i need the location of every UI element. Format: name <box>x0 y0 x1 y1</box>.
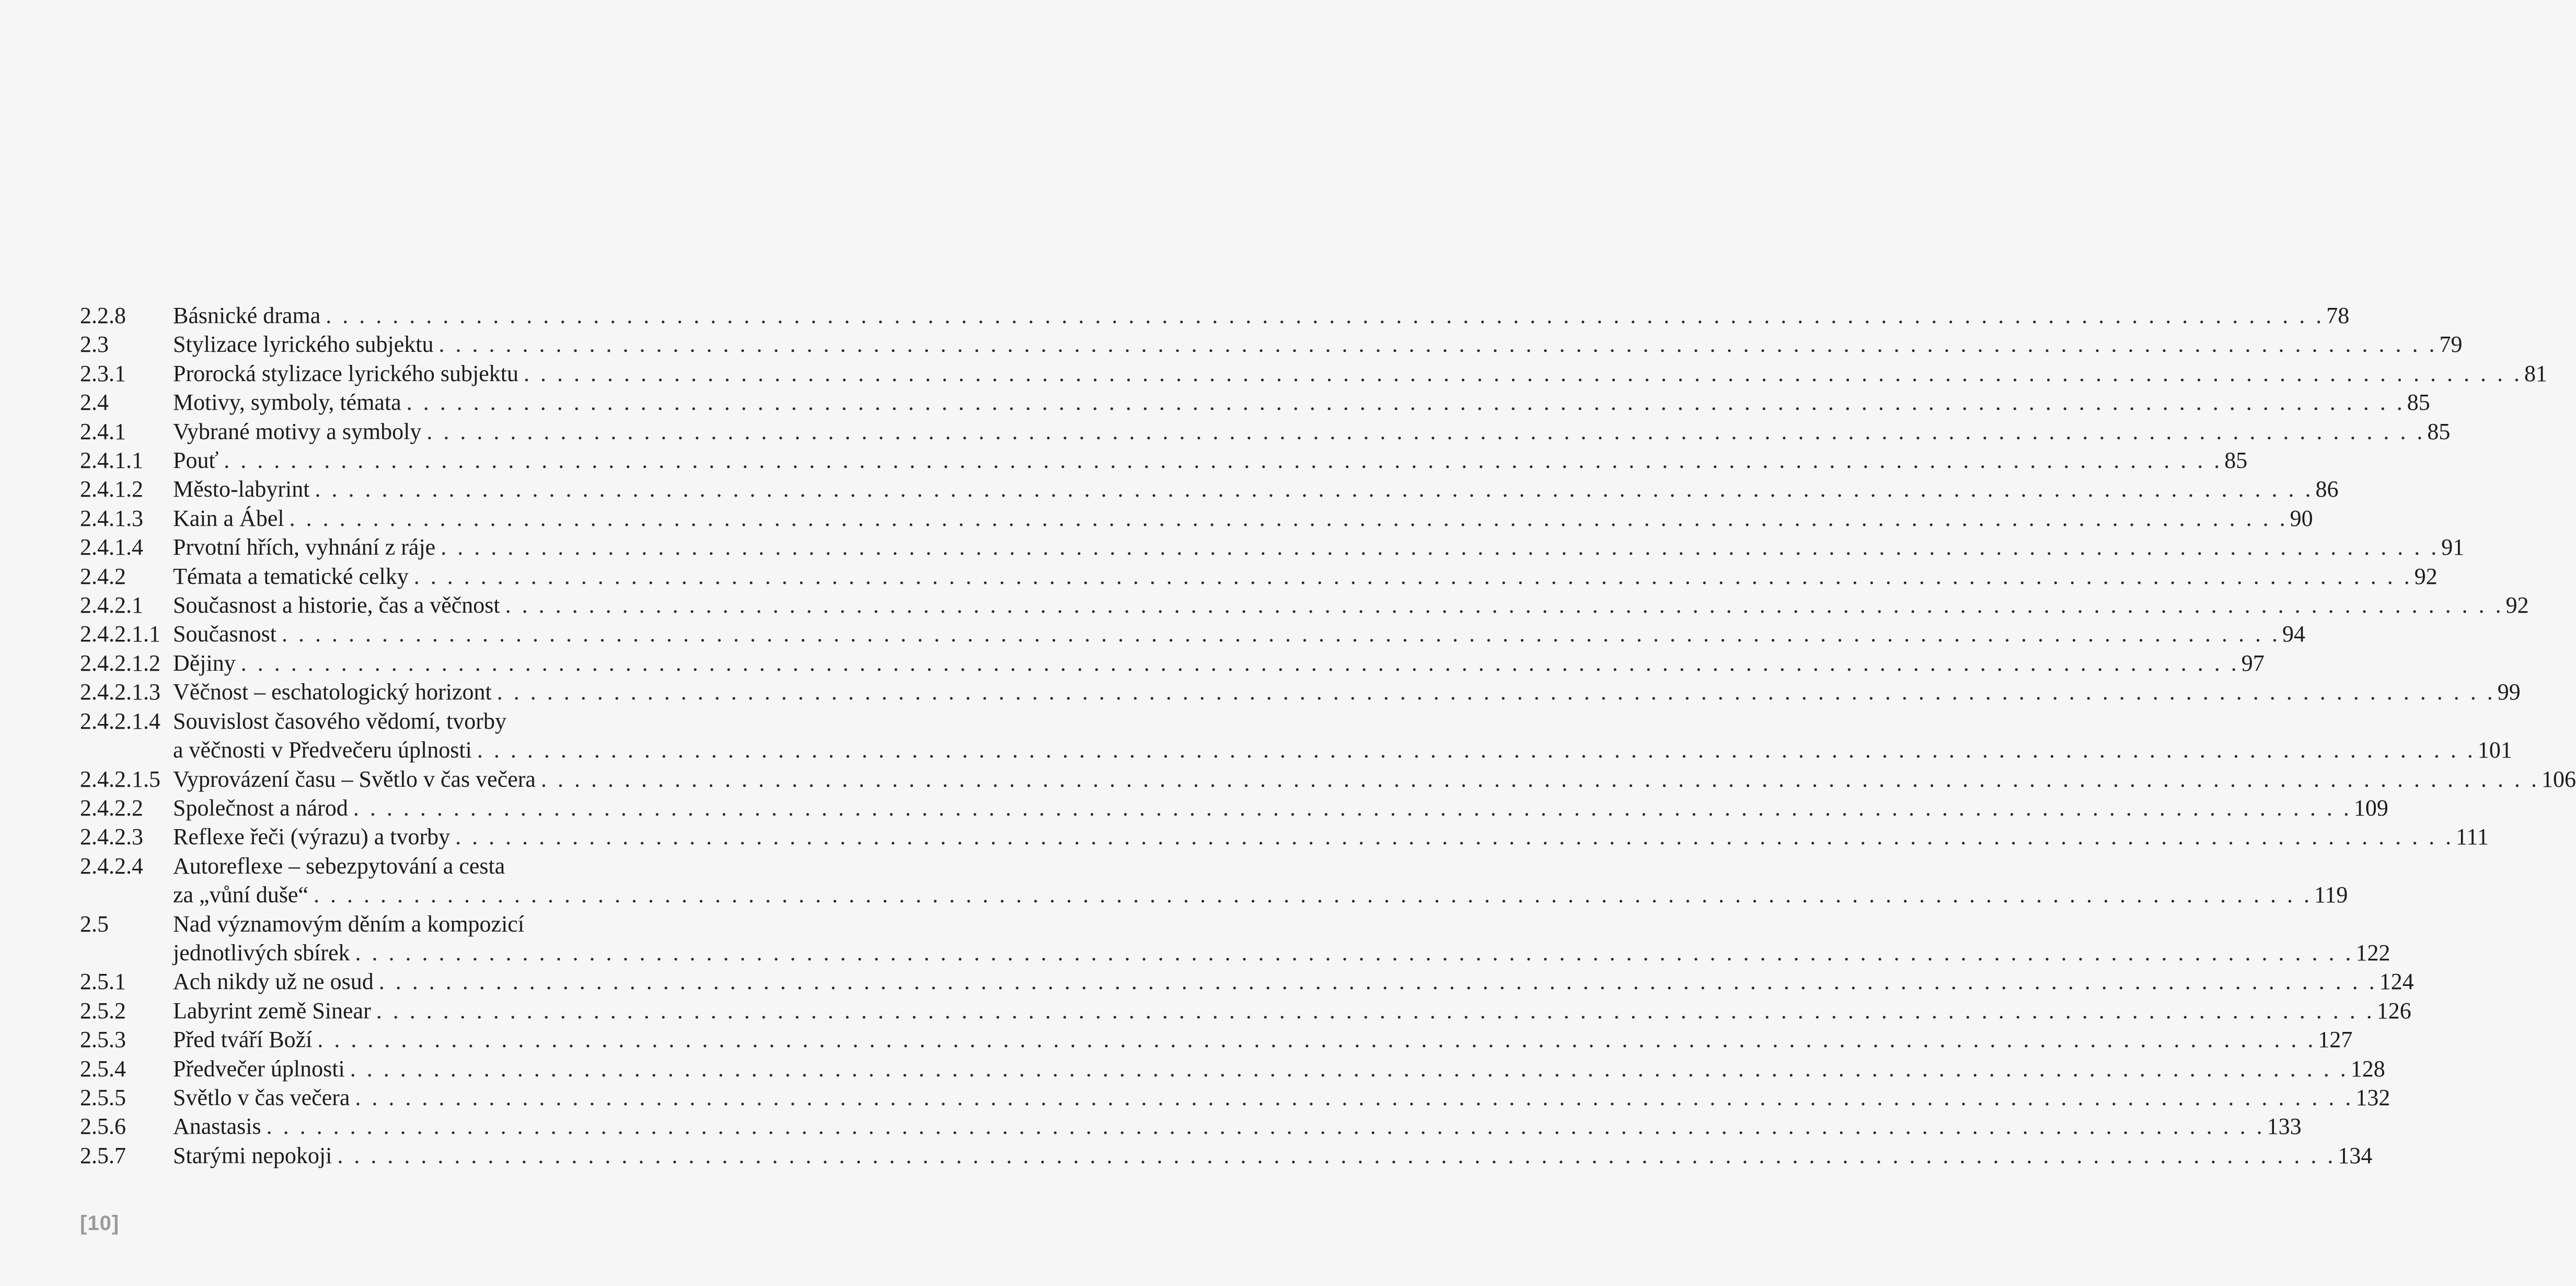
toc-entry-title: Kain a Ábel <box>173 505 284 531</box>
toc-entry-body <box>173 619 2305 648</box>
dot-leader: . . . . . . . . . . . . . . . . . . . . . . . . . . . . . . . . . . . . . . . . . . . . . . . . . . . . . . . . . . . . . . . . . . . . . . . . . . . . . . . . . . . . . . . . . . . . . . . . . . . . . . . . . . . . . . . . . . . . . . . . <box>266 1113 2265 1140</box>
toc-entry-title: Město-labyrint <box>173 476 310 502</box>
dot-leader: . . . . . . . . . . . . . . . . . . . . . . . . . . . . . . . . . . . . . . . . . . . . . . . . . . . . . . . . . . . . . . . . . . . . . . . . . . . . . . . . . . . . . . . . . . . . . . . . . . . . . . . . . . . . . . . . . . . . . . . . <box>314 882 2312 908</box>
toc-entry-number: 2.5.4 <box>80 1055 126 1082</box>
toc-entry-body <box>173 359 2547 388</box>
toc-entry-body <box>173 967 2414 996</box>
toc-entry-number: 2.4.2 <box>80 563 126 589</box>
toc-entry-line <box>173 1054 2385 1083</box>
toc-entry-title: Před tváří Boží <box>173 1027 313 1053</box>
toc-entry-body <box>173 417 2450 446</box>
toc-entry-body <box>173 301 2349 330</box>
dot-leader: . . . . . . . . . . . . . . . . . . . . . . . . . . . . . . . . . . . . . . . . . . . . . . . . . . . . . . . . . . . . . . . . . . . . . . . . . . . . . . . . . . . . . . . . . . . . . . . . . . . . . . . . . . . . . . . . . . . . . . . . <box>337 1142 2336 1168</box>
toc-entry[interactable] <box>80 301 2350 330</box>
toc-entry-line <box>173 880 2348 909</box>
toc-entry-page: 127 <box>2318 1027 2353 1053</box>
toc-entry-title: Světlo v čas večera <box>173 1084 350 1110</box>
dot-leader: . . . . . . . . . . . . . . . . . . . . . . . . . . . . . . . . . . . . . . . . . . . . . . . . . . . . . . . . . . . . . . . . . . . . . . . . . . . . . . . . . . . . . . . . . . . . . . . . . . . . . . . . . . . . . . . . . . . . . . . . <box>355 939 2354 966</box>
toc-entry-title: Reflexe řeči (výrazu) a tvorby <box>173 824 450 850</box>
toc-entry-page: 81 <box>2524 360 2548 386</box>
toc-entry-number: 2.4.2.3 <box>80 824 143 850</box>
toc-entry-line <box>173 794 2388 822</box>
toc-entry-page: 85 <box>2427 418 2451 444</box>
dot-leader: . . . . . . . . . . . . . . . . . . . . . . . . . . . . . . . . . . . . . . . . . . . . . . . . . . . . . . . . . . . . . . . . . . . . . . . . . . . . . . . . . . . . . . . . . . . . . . . . . . . . . . . . . . . . . . . . . . . . . . . . <box>378 969 2377 995</box>
toc-entry[interactable] <box>80 330 2463 359</box>
toc-entry[interactable] <box>80 967 2414 996</box>
dot-leader: . . . . . . . . . . . . . . . . . . . . . . . . . . . . . . . . . . . . . . . . . . . . . . . . . . . . . . . . . . . . . . . . . . . . . . . . . . . . . . . . . . . . . . . . . . . . . . . . . . . . . . . . . . . . . . . . . . . . . . . . <box>376 997 2375 1024</box>
page-number: [10] <box>80 1212 120 1235</box>
toc-entry-title: Nad významovým děním a kompozicí <box>173 911 525 937</box>
toc-entry-line <box>173 736 2512 764</box>
toc-entry[interactable] <box>80 707 2512 765</box>
toc-entry-line <box>173 1141 2372 1170</box>
dot-leader: . . . . . . . . . . . . . . . . . . . . . . . . . . . . . . . . . . . . . . . . . . . . . . . . . . . . . . . . . . . . . . . . . . . . . . . . . . . . . . . . . . . . . . . . . . . . . . . . . . . . . . . . . . . . . . . . . . . . . . . . <box>438 331 2438 358</box>
toc-entry-body <box>173 707 2512 765</box>
toc-entry-page: 99 <box>2497 679 2521 705</box>
dot-leader: . . . . . . . . . . . . . . . . . . . . . . . . . . . . . . . . . . . . . . . . . . . . . . . . . . . . . . . . . . . . . . . . . . . . . . . . . . . . . . . . . . . . . . . . . . . . . . . . . . . . . . . . . . . . . . . . . . . . . . . . <box>413 563 2412 589</box>
toc-entry-title: jednotlivých sbírek <box>173 939 350 966</box>
toc-entry[interactable] <box>80 822 2489 851</box>
toc-entry-line <box>173 417 2450 446</box>
toc-entry-line <box>173 330 2463 359</box>
toc-entry-body <box>173 1112 2302 1141</box>
dot-leader: . . . . . . . . . . . . . . . . . . . . . . . . . . . . . . . . . . . . . . . . . . . . . . . . . . . . . . . . . . . . . . . . . . . . . . . . . . . . . . . . . . . . . . . . . . . . . . . . . . . . . . . . . . . . . . . . . . . . . . . . <box>350 1055 2349 1082</box>
toc-entry-page: 86 <box>2315 476 2339 502</box>
toc-entry-page: 78 <box>2326 303 2350 328</box>
toc-entry-body <box>173 1141 2372 1170</box>
toc-entry-title: Stylizace lyrického subjektu <box>173 331 434 358</box>
toc-entry-page: 126 <box>2376 997 2411 1024</box>
toc-entry-line <box>173 1083 2390 1112</box>
toc-entry-title: Společnost a národ <box>173 795 348 821</box>
toc-entry-body <box>173 475 2339 503</box>
dot-leader: . . . . . . . . . . . . . . . . . . . . . . . . . . . . . . . . . . . . . . . . . . . . . . . . . . . . . . . . . . . . . . . . . . . . . . . . . . . . . . . . . . . . . . . . . . . . . . . . . . . . . . . . . . . . . . . . . . . . . . . . <box>441 534 2440 560</box>
dot-leader: . . . . . . . . . . . . . . . . . . . . . . . . . . . . . . . . . . . . . . . . . . . . . . . . . . . . . . . . . . . . . . . . . . . . . . . . . . . . . . . . . . . . . . . . . . . . . . . . . . . . . . . . . . . . . . . . . . . . . . . . <box>524 360 2523 386</box>
toc-entry-line <box>173 852 2348 880</box>
toc-entry[interactable] <box>80 1141 2373 1170</box>
dot-leader: . . . . . . . . . . . . . . . . . . . . . . . . . . . . . . . . . . . . . . . . . . . . . . . . . . . . . . . . . . . . . . . . . . . . . . . . . . . . . . . . . . . . . . . . . . . . . . . . . . . . . . . . . . . . . . . . . . . . . . . . <box>496 679 2496 705</box>
toc-entry-page: 85 <box>2407 389 2430 416</box>
toc-entry-body <box>173 504 2313 533</box>
toc-entry-title: Starými nepokoji <box>173 1142 332 1168</box>
toc-entry-body <box>173 1054 2385 1083</box>
toc-entry-line <box>173 1112 2302 1141</box>
toc-entry[interactable] <box>80 852 2348 910</box>
toc-entry[interactable] <box>80 649 2265 678</box>
toc-entry-title: Předvečer úplnosti <box>173 1055 345 1082</box>
toc-entry-page: 111 <box>2456 824 2489 850</box>
dot-leader: . . . . . . . . . . . . . . . . . . . . . . . . . . . . . . . . . . . . . . . . . . . . . . . . . . . . . . . . . . . . . . . . . . . . . . . . . . . . . . . . . . . . . . . . . . . . . . . . . . . . . . . . . . . . . . . . . . . . . . . . <box>426 418 2425 444</box>
toc-entry-line <box>173 359 2547 388</box>
dot-leader: . . . . . . . . . . . . . . . . . . . . . . . . . . . . . . . . . . . . . . . . . . . . . . . . . . . . . . . . . . . . . . . . . . . . . . . . . . . . . . . . . . . . . . . . . . . . . . . . . . . . . . . . . . . . . . . . . . . . . . . . <box>540 766 2539 792</box>
toc-entry-number: 2.3 <box>80 331 109 358</box>
dot-leader: . . . . . . . . . . . . . . . . . . . . . . . . . . . . . . . . . . . . . . . . . . . . . . . . . . . . . . . . . . . . . . . . . . . . . . . . . . . . . . . . . . . . . . . . . . . . . . . . . . . . . . . . . . . . . . . . . . . . . . . . <box>406 389 2405 416</box>
toc-entry-line <box>173 707 2512 736</box>
toc-entry-number: 2.4 <box>80 389 109 416</box>
toc-entry-line <box>173 938 2390 967</box>
toc-entry-page: 134 <box>2338 1142 2373 1168</box>
toc-entry-title: Motivy, symboly, témata <box>173 389 401 416</box>
toc-entry[interactable] <box>80 678 2521 706</box>
toc-entry-title: Anastasis <box>173 1113 261 1140</box>
toc-entry-number: 2.4.2.1.2 <box>80 650 160 676</box>
toc-entry-number: 2.2.8 <box>80 303 126 328</box>
toc-entry-number: 2.4.2.1.5 <box>80 766 160 792</box>
toc-entry-title: Autoreflexe – sebezpytování a cesta <box>173 853 505 879</box>
toc-entry-title: Současnost a historie, čas a věčnost <box>173 592 500 618</box>
toc-entry-title: Témata a tematické celky <box>173 563 409 589</box>
toc-entry-body <box>173 533 2464 561</box>
toc-entry-title: Pouť <box>173 447 219 474</box>
toc-entry-line <box>173 678 2521 706</box>
toc-entry[interactable] <box>80 475 2339 503</box>
toc-entry-number: 2.5.2 <box>80 997 126 1024</box>
toc-entry-body <box>173 996 2411 1025</box>
toc-entry-page: 90 <box>2290 505 2313 531</box>
dot-leader: . . . . . . . . . . . . . . . . . . . . . . . . . . . . . . . . . . . . . . . . . . . . . . . . . . . . . . . . . . . . . . . . . . . . . . . . . . . . . . . . . . . . . . . . . . . . . . . . . . . . . . . . . . . . . . . . . . . . . . . . <box>477 737 2476 763</box>
toc-entry-title: Dějiny <box>173 650 236 676</box>
toc-entry[interactable] <box>80 533 2465 561</box>
toc-entry[interactable] <box>80 996 2411 1025</box>
dot-leader: . . . . . . . . . . . . . . . . . . . . . . . . . . . . . . . . . . . . . . . . . . . . . . . . . . . . . . . . . . . . . . . . . . . . . . . . . . . . . . . . . . . . . . . . . . . . . . . . . . . . . . . . . . . . . . . . . . . . . . . . <box>289 505 2288 531</box>
toc-entry-title: Prorocká stylizace lyrického subjektu <box>173 360 519 386</box>
toc-entry[interactable] <box>80 591 2529 619</box>
toc-entry-line <box>173 619 2305 648</box>
toc-entry-number: 2.4.2.1.3 <box>80 679 160 705</box>
toc-entry[interactable] <box>80 1054 2385 1083</box>
toc-entry[interactable] <box>80 1025 2353 1054</box>
toc-entry-title: Básnické drama <box>173 303 321 328</box>
toc-entry-body <box>173 910 2390 968</box>
toc-entry-page: 132 <box>2355 1084 2390 1110</box>
toc-entry-title: Labyrint země Sinear <box>173 997 371 1024</box>
toc-entry-number: 2.5.3 <box>80 1027 126 1053</box>
toc-entry[interactable] <box>80 910 2390 968</box>
toc-entry-body <box>173 591 2529 619</box>
toc-entry-page: 85 <box>2224 447 2248 474</box>
toc-entry-line <box>173 649 2265 678</box>
toc-entry-number: 2.5.5 <box>80 1084 126 1110</box>
toc-entry-body <box>173 1083 2390 1112</box>
dot-leader: . . . . . . . . . . . . . . . . . . . . . . . . . . . . . . . . . . . . . . . . . . . . . . . . . . . . . . . . . . . . . . . . . . . . . . . . . . . . . . . . . . . . . . . . . . . . . . . . . . . . . . . . . . . . . . . . . . . . . . . . <box>282 621 2280 647</box>
dot-leader: . . . . . . . . . . . . . . . . . . . . . . . . . . . . . . . . . . . . . . . . . . . . . . . . . . . . . . . . . . . . . . . . . . . . . . . . . . . . . . . . . . . . . . . . . . . . . . . . . . . . . . . . . . . . . . . . . . . . . . . . <box>317 1027 2316 1053</box>
toc-entry-body <box>173 649 2265 678</box>
toc-entry-page: 79 <box>2439 331 2463 358</box>
toc-entry-page: 92 <box>2414 563 2438 589</box>
toc-entry-page: 94 <box>2282 621 2305 647</box>
dot-leader: . . . . . . . . . . . . . . . . . . . . . . . . . . . . . . . . . . . . . . . . . . . . . . . . . . . . . . . . . . . . . . . . . . . . . . . . . . . . . . . . . . . . . . . . . . . . . . . . . . . . . . . . . . . . . . . . . . . . . . . . <box>240 650 2239 676</box>
toc-entry-title: za „vůní duše“ <box>173 882 308 908</box>
toc-entry-line <box>173 446 2247 475</box>
toc-entry-page: 124 <box>2379 969 2414 995</box>
toc-entry-title: Vybrané motivy a symboly <box>173 418 422 444</box>
dot-leader: . . . . . . . . . . . . . . . . . . . . . . . . . . . . . . . . . . . . . . . . . . . . . . . . . . . . . . . . . . . . . . . . . . . . . . . . . . . . . . . . . . . . . . . . . . . . . . . . . . . . . . . . . . . . . . . . . . . . . . . . <box>224 447 2223 474</box>
dot-leader: . . . . . . . . . . . . . . . . . . . . . . . . . . . . . . . . . . . . . . . . . . . . . . . . . . . . . . . . . . . . . . . . . . . . . . . . . . . . . . . . . . . . . . . . . . . . . . . . . . . . . . . . . . . . . . . . . . . . . . . . <box>315 476 2314 502</box>
toc-entry-page: 91 <box>2441 534 2465 560</box>
toc-entry[interactable] <box>80 765 2576 794</box>
toc-entry-title: Vyprovázení času – Světlo v čas večera <box>173 766 536 792</box>
toc-entry-line <box>173 504 2313 533</box>
dot-leader: . . . . . . . . . . . . . . . . . . . . . . . . . . . . . . . . . . . . . . . . . . . . . . . . . . . . . . . . . . . . . . . . . . . . . . . . . . . . . . . . . . . . . . . . . . . . . . . . . . . . . . . . . . . . . . . . . . . . . . . . <box>355 1084 2354 1110</box>
toc-entry-body <box>173 794 2388 822</box>
toc-entry-number: 2.3.1 <box>80 360 126 386</box>
toc-entry-body <box>173 678 2521 706</box>
toc-entry-title: a věčnosti v Předvečeru úplnosti <box>173 737 472 763</box>
toc-entry-body <box>173 852 2348 910</box>
toc-entry-page: 92 <box>2505 592 2529 618</box>
toc-entry-number: 2.5.6 <box>80 1113 126 1140</box>
toc-entry-page: 106 <box>2541 766 2576 792</box>
toc-entry-number: 2.5.7 <box>80 1142 126 1168</box>
toc-entry[interactable] <box>80 446 2248 475</box>
toc-entry[interactable] <box>80 417 2451 446</box>
toc-entry[interactable] <box>80 504 2313 533</box>
toc-entry-line <box>173 562 2438 591</box>
toc-entry-number: 2.4.1.2 <box>80 476 143 502</box>
toc-entry-page: 101 <box>2477 737 2512 763</box>
toc-entry[interactable] <box>80 1112 2302 1141</box>
dot-leader: . . . . . . . . . . . . . . . . . . . . . . . . . . . . . . . . . . . . . . . . . . . . . . . . . . . . . . . . . . . . . . . . . . . . . . . . . . . . . . . . . . . . . . . . . . . . . . . . . . . . . . . . . . . . . . . . . . . . . . . . <box>353 795 2352 821</box>
toc-entry-page: 128 <box>2350 1055 2385 1082</box>
toc-entry[interactable] <box>80 388 2430 417</box>
toc-entry-title: Souvislost časového vědomí, tvorby <box>173 708 506 734</box>
toc-entry-line <box>173 533 2464 561</box>
toc-entry-page: 97 <box>2241 650 2265 676</box>
toc-entry-line <box>173 967 2414 996</box>
dot-leader: . . . . . . . . . . . . . . . . . . . . . . . . . . . . . . . . . . . . . . . . . . . . . . . . . . . . . . . . . . . . . . . . . . . . . . . . . . . . . . . . . . . . . . . . . . . . . . . . . . . . . . . . . . . . . . . . . . . . . . . . <box>326 303 2325 328</box>
dot-leader: . . . . . . . . . . . . . . . . . . . . . . . . . . . . . . . . . . . . . . . . . . . . . . . . . . . . . . . . . . . . . . . . . . . . . . . . . . . . . . . . . . . . . . . . . . . . . . . . . . . . . . . . . . . . . . . . . . . . . . . . <box>505 592 2504 618</box>
toc-entry-body <box>173 388 2430 417</box>
toc-entry-line <box>173 301 2349 330</box>
toc-entry[interactable] <box>80 619 2305 648</box>
toc-entry-title: Věčnost – eschatologický horizont <box>173 679 492 705</box>
toc-entry[interactable] <box>80 794 2388 822</box>
toc-entry-number: 2.4.1.3 <box>80 505 143 531</box>
toc-entry-body <box>173 1025 2352 1054</box>
toc-entry[interactable] <box>80 1083 2390 1112</box>
toc-entry-line <box>173 1025 2352 1054</box>
toc-entry-number: 2.4.1 <box>80 418 126 444</box>
toc-entry-number: 2.4.2.1.1 <box>80 621 160 647</box>
toc-entry-number: 2.4.1.1 <box>80 447 143 474</box>
toc-entry-line <box>173 910 2390 938</box>
toc-entry-number: 2.4.2.1 <box>80 592 143 618</box>
toc-entry-line <box>173 388 2430 417</box>
toc-entry-line <box>173 591 2529 619</box>
toc-entry-title: Ach nikdy už ne osud <box>173 969 374 995</box>
toc-entry-number: 2.4.2.4 <box>80 853 143 879</box>
toc-entry-title: Prvotní hřích, vyhnání z ráje <box>173 534 436 560</box>
dot-leader: . . . . . . . . . . . . . . . . . . . . . . . . . . . . . . . . . . . . . . . . . . . . . . . . . . . . . . . . . . . . . . . . . . . . . . . . . . . . . . . . . . . . . . . . . . . . . . . . . . . . . . . . . . . . . . . . . . . . . . . . <box>455 824 2454 850</box>
toc-entry-number: 2.5.1 <box>80 969 126 995</box>
toc-entry-body <box>173 562 2438 591</box>
toc-entry[interactable] <box>80 359 2548 388</box>
table-of-contents <box>80 301 2576 1170</box>
toc-entry-body <box>173 822 2489 851</box>
toc-entry-number: 2.4.1.4 <box>80 534 143 560</box>
toc-entry-line <box>173 822 2489 851</box>
toc-entry-body <box>173 446 2247 475</box>
toc-entry-number: 2.4.2.2 <box>80 795 143 821</box>
toc-entry-number: 2.5 <box>80 911 109 937</box>
toc-entry-line <box>173 765 2576 794</box>
toc-entry-page: 119 <box>2314 882 2348 908</box>
toc-entry[interactable] <box>80 562 2438 591</box>
toc-entry-line <box>173 475 2339 503</box>
toc-entry-line <box>173 996 2411 1025</box>
toc-entry-page: 109 <box>2353 795 2388 821</box>
toc-entry-page: 122 <box>2355 939 2390 966</box>
toc-entry-body <box>173 765 2576 794</box>
toc-entry-title: Současnost <box>173 621 276 647</box>
toc-entry-number: 2.4.2.1.4 <box>80 708 160 734</box>
toc-entry-page: 133 <box>2267 1113 2302 1140</box>
toc-entry-body <box>173 330 2463 359</box>
